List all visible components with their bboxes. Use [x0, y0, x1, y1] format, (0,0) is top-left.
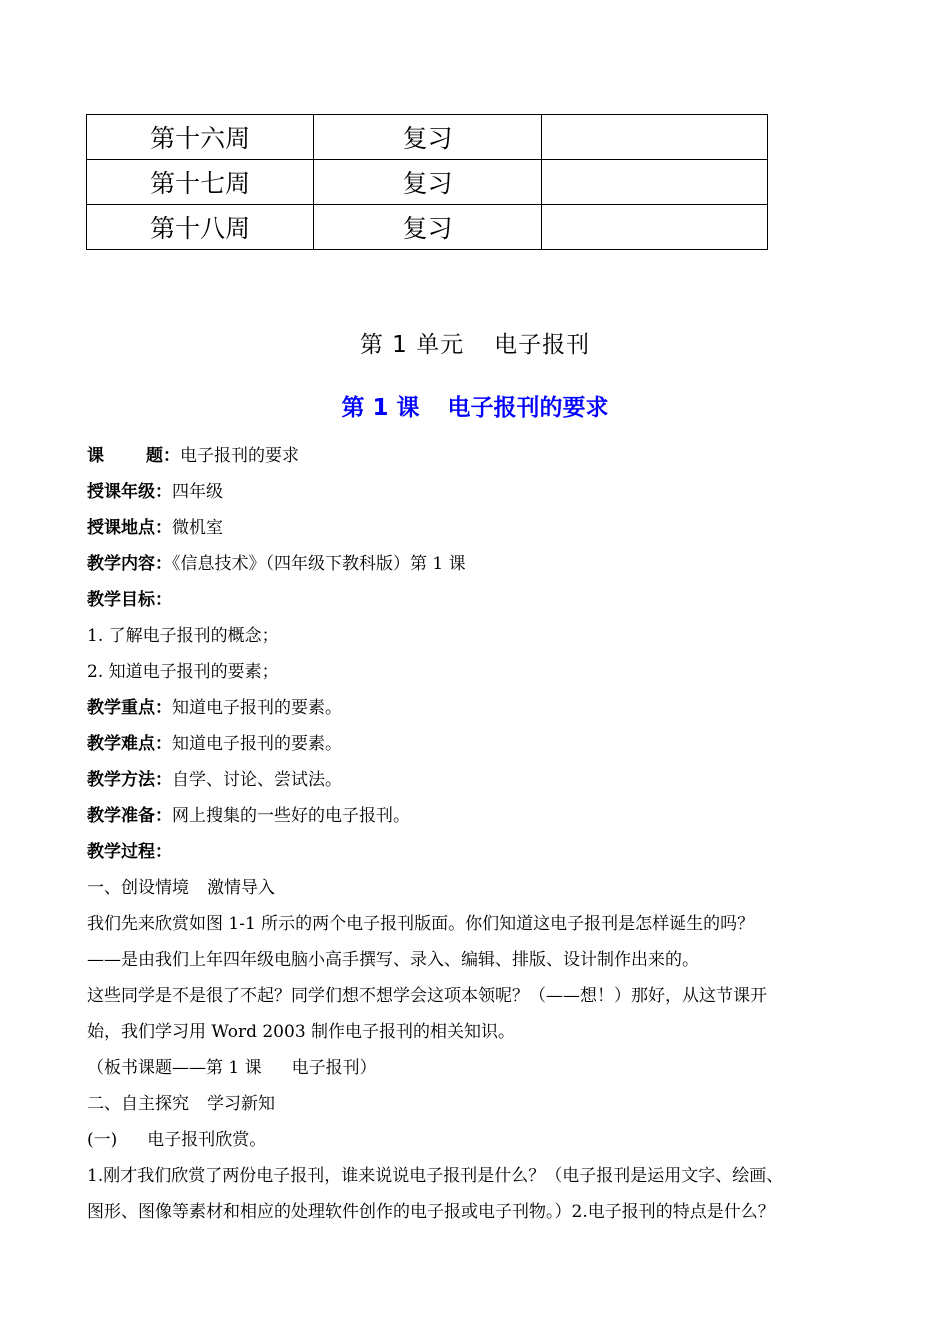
- difficulty-line: [87, 730, 887, 766]
- topic-line: [87, 442, 887, 478]
- note-cell: [541, 115, 767, 160]
- content-label: 教学内容：: [87, 554, 172, 574]
- section-1-title-b: 激情导入: [207, 878, 275, 898]
- board-note: [87, 1054, 887, 1090]
- unit-title: [0, 326, 950, 359]
- paragraph: 图形、图像等素材和相应的处理软件创作的电子报或电子刊物。）2.电子报刊的特点是什么？: [87, 1202, 775, 1222]
- method-label: 教学方法：: [87, 770, 172, 790]
- section-heading-2: [87, 1090, 887, 1126]
- grade-label: 授课年级：: [87, 482, 172, 502]
- paragraph: ——是由我们上年四年级电脑小高手撰写、录入、编辑、排版、设计制作出来的。: [87, 950, 699, 970]
- unit-name: 电子报刊: [494, 332, 591, 358]
- method-value: 自学、讨论、尝试法。: [172, 770, 342, 790]
- week-cell: 第十七周: [87, 160, 314, 205]
- place-line: [87, 514, 887, 550]
- grade-line: [87, 478, 887, 514]
- prep-label: 教学准备：: [87, 806, 172, 826]
- section-1-title-a: 一、创设情境: [87, 878, 189, 898]
- section-2-title-a: 二、自主探究: [87, 1094, 189, 1114]
- topic-label-b: 题：: [146, 446, 180, 466]
- key-line: [87, 694, 887, 730]
- content-value: 《信息技术》（四年级下教科版）第 1 课: [172, 554, 466, 574]
- week-cell: 第十八周: [87, 205, 314, 250]
- schedule-table: [86, 114, 768, 250]
- place-value: 微机室: [172, 518, 223, 538]
- key-label: 教学重点：: [87, 698, 172, 718]
- paragraph: 我们先来欣赏如图 1-1 所示的两个电子报刊版面。你们知道这电子报刊是怎样诞生的吗？: [87, 914, 755, 934]
- subsection-title: 电子报刊欣赏。: [147, 1130, 267, 1150]
- board-note-a: （板书课题——第 1 课: [87, 1058, 262, 1078]
- section-heading-1: [87, 874, 887, 910]
- board-note-b: 电子报刊）: [291, 1058, 377, 1078]
- week-cell: 第十六周: [87, 115, 314, 160]
- subsection-heading: [87, 1126, 887, 1162]
- goal-item-2: 2. 知道电子报刊的要素；: [87, 662, 279, 682]
- topic-label-a: 课: [87, 446, 104, 466]
- topic-label: [87, 446, 180, 466]
- process-line: [87, 838, 887, 874]
- topic-value: 电子报刊的要求: [180, 446, 299, 466]
- paragraph: 始，我们学习用 Word 2003 制作电子报刊的相关知识。: [87, 1022, 516, 1042]
- subsection-number: (一): [87, 1130, 118, 1150]
- table-row: [87, 205, 768, 250]
- content-cell: 复习: [314, 115, 541, 160]
- content-cell: 复习: [314, 160, 541, 205]
- paragraph: 这些同学是不是很了不起？同学们想不想学会这项本领呢？（——想！）那好，从这节课开: [87, 986, 767, 1006]
- difficulty-value: 知道电子报刊的要素。: [172, 734, 342, 754]
- goal-item-1: 1. 了解电子报刊的概念；: [87, 626, 279, 646]
- goals-label: 教学目标：: [87, 590, 172, 610]
- unit-number: 第 1 单元: [359, 332, 465, 358]
- difficulty-label: 教学难点：: [87, 734, 172, 754]
- content-cell: 复习: [314, 205, 541, 250]
- prep-line: [87, 802, 887, 838]
- lesson-name: 电子报刊的要求: [447, 395, 609, 421]
- method-line: [87, 766, 887, 802]
- process-label: 教学过程：: [87, 842, 172, 862]
- grade-value: 四年级: [172, 482, 223, 502]
- lesson-body: [87, 442, 887, 1234]
- note-cell: [541, 160, 767, 205]
- content-line: [87, 550, 887, 586]
- prep-value: 网上搜集的一些好的电子报刊。: [172, 806, 410, 826]
- note-cell: [541, 205, 767, 250]
- goals-line: [87, 586, 887, 622]
- lesson-title: [0, 389, 950, 422]
- lesson-number: 第 1 课: [341, 395, 420, 421]
- paragraph: 1.刚才我们欣赏了两份电子报刊，谁来说说电子报刊是什么？（电子报刊是运用文字、绘画、: [87, 1166, 784, 1186]
- table-row: [87, 160, 768, 205]
- table-row: [87, 115, 768, 160]
- key-value: 知道电子报刊的要素。: [172, 698, 342, 718]
- place-label: 授课地点：: [87, 518, 172, 538]
- section-2-title-b: 学习新知: [207, 1094, 275, 1114]
